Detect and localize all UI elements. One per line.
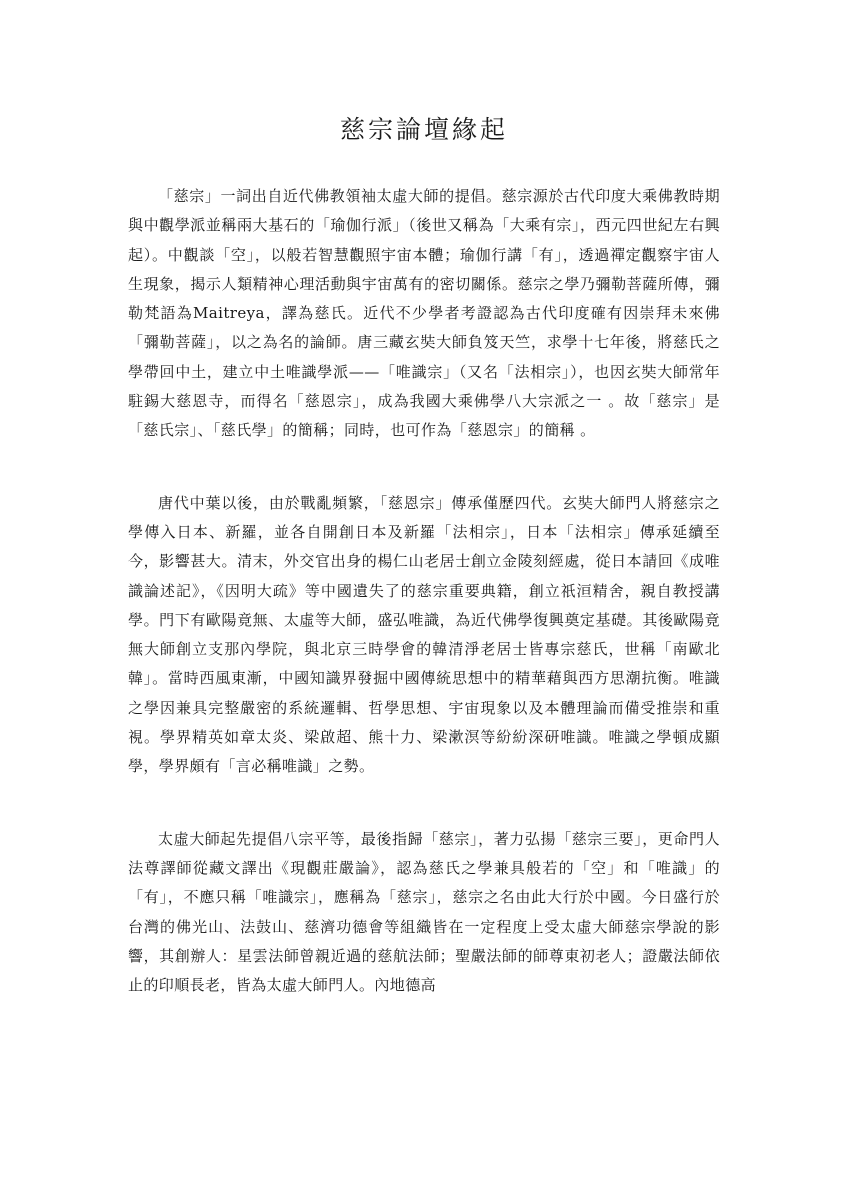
paragraph-3: 太虛大師起先提倡八宗平等，最後指歸「慈宗」，著力弘揚「慈宗三要」，更命門人法尊譯師從藏文譯出《現觀莊嚴論》，認為慈氏之學兼具般若的「空」和「唯識」的「有」，不應只稱「唯識宗」，應稱為「慈宗」，慈宗之名由此大行於中國。今日盛行於台灣的佛光山、法鼓山、慈濟功德會等組織皆在一定程度上受太虛大師慈宗學說的影響，其創辦人：星雲法師曾親近過的慈航法師；聖嚴法師的師尊東初老人；證嚴法師依止的印順長老，皆為太虛大師門人。內地德高 [128,829,720,995]
document-title: 慈宗論壇緣起 [339,115,508,144]
document-body [128,182,720,1043]
paragraph-2: 唐代中葉以後，由於戰亂頻繁，「慈恩宗」傳承僅歷四代。玄奘大師門人將慈宗之學傳入日本、新羅，並各自開創日本及新羅「法相宗」，日本「法相宗」傳承延續至今，影響甚大。清末，外交官出身的楊仁山老居士創立金陵刻經處，從日本請回《成唯識論述記》，《因明大疏》等中國遺失了的慈宗重要典籍，創立祇洹精舍，親自教授講學。門下有歐陽竟無、太虛等大師，盛弘唯識，為近代佛學復興奠定基礎。其後歐陽竟無大師創立支那內學院，與北京三時學會的韓清淨老居士皆專宗慈氏，世稱「南歐北韓」。當時西風東漸，中國知識界發掘中國傳統思想中的精華藉與西方思潮抗衡。唯識之學因兼具完整嚴密的系統邏輯、哲學思想、宇宙現象以及本體理論而備受推崇和重視。學界精英如章太炎、梁啟超、熊十力、梁漱溟等紛紛深研唯識。唯識之學頓成顯學，學界頗有「言必稱唯識」之勢。 [128,493,720,776]
paragraph-1: 「慈宗」一詞出自近代佛教領袖太虛大師的提倡。慈宗源於古代印度大乘佛教時期與中觀學派並稱兩大基石的「瑜伽行派」（後世又稱為「大乘有宗」，西元四世紀左右興起）。中觀談「空」，以般若智慧觀照宇宙本體；瑜伽行講「有」，透過禪定觀察宇宙人生現象，揭示人類精神心理活動與宇宙萬有的密切關係。慈宗之學乃彌勒菩薩所傳，彌勒梵語為Maitreya，譯為慈氏。近代不少學者考證認為古代印度確有因崇拜未來佛「彌勒菩薩」，以之為名的論師。唐三藏玄奘大師負笈天竺，求學十七年後，將慈氏之學帶回中土，建立中土唯識學派——「唯識宗」（又名「法相宗」），也因玄奘大師常年駐錫大慈恩寺，而得名「慈恩宗」，成為我國大乘佛學八大宗派之一 。故「慈宗」是「慈氏宗」、「慈氏學」的簡稱；同時，也可作為「慈恩宗」的簡稱 。 [128,187,720,440]
